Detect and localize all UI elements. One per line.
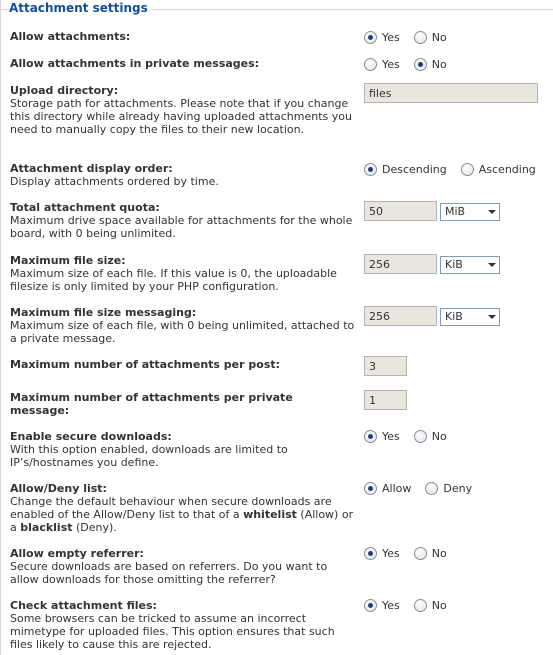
empty-referrer-no[interactable]: No: [414, 547, 447, 560]
setting-title: Allow/Deny list:: [10, 482, 107, 495]
setting-explain: Display attachments ordered by time.: [10, 175, 219, 188]
setting-label: [10, 30, 355, 43]
max-filesize-unit-select[interactable]: KiB: [440, 256, 500, 274]
setting-label: [10, 254, 355, 293]
setting-title: Enable secure downloads:: [10, 430, 172, 443]
allow-attachments-no[interactable]: No: [414, 31, 447, 44]
setting-label: [10, 201, 355, 240]
allow-deny-radios: [364, 482, 486, 495]
chevron-down-icon: [488, 263, 496, 267]
setting-title: Maximum file size messaging:: [10, 306, 197, 319]
display-order-radios: [364, 163, 550, 176]
allow-attachments-pm-yes[interactable]: Yes: [364, 58, 400, 71]
radio-selected-icon[interactable]: [364, 430, 377, 443]
display-order-ascending[interactable]: Ascending: [461, 163, 536, 176]
radio-icon[interactable]: [461, 163, 474, 176]
setting-title: Allow empty referrer:: [10, 547, 144, 560]
allow-attachments-pm-radios: [364, 58, 461, 71]
setting-explain: Some browsers can be tricked to assume an incorrect mimetype for uploaded files. This option ensures that such files likely to cause this are rejected.: [10, 612, 335, 651]
setting-title: Maximum number of attachments per post:: [10, 358, 281, 371]
secure-downloads-radios: [364, 430, 461, 443]
setting-label: [10, 358, 355, 371]
allow-attachments-radios: [364, 31, 461, 44]
upload-directory-input[interactable]: files: [364, 83, 538, 103]
setting-explain: Maximum size of each file, with 0 being unlimited, attached to a private message.: [10, 319, 355, 345]
setting-title: Maximum number of attachments per private message:: [10, 391, 293, 417]
radio-selected-icon[interactable]: [364, 163, 377, 176]
setting-label: [10, 430, 355, 469]
setting-label: [10, 547, 355, 586]
max-attachments-input[interactable]: 3: [364, 356, 407, 376]
setting-title: Total attachment quota:: [10, 201, 160, 214]
allow-deny-allow[interactable]: Allow: [364, 482, 411, 495]
radio-selected-icon[interactable]: [364, 599, 377, 612]
radio-icon[interactable]: [364, 58, 377, 71]
radio-icon[interactable]: [414, 547, 427, 560]
display-order-descending[interactable]: Descending: [364, 163, 447, 176]
radio-icon[interactable]: [425, 482, 438, 495]
setting-title: Allow attachments in private messages:: [10, 57, 260, 70]
setting-title: Allow attachments:: [10, 30, 131, 43]
secure-downloads-no[interactable]: No: [414, 430, 447, 443]
max-attachments-pm-input[interactable]: 1: [364, 390, 407, 410]
empty-referrer-radios: [364, 547, 461, 560]
total-quota-unit-select[interactable]: MiB: [440, 203, 500, 221]
check-files-radios: [364, 599, 461, 612]
radio-icon[interactable]: [414, 430, 427, 443]
chevron-down-icon: [488, 210, 496, 214]
setting-label: [10, 391, 320, 417]
setting-label: [10, 84, 355, 136]
radio-selected-icon[interactable]: [364, 547, 377, 560]
setting-explain: Storage path for attachments. Please note that if you change this directory while already having uploaded attachments you need to manually copy the files to their new location.: [10, 97, 352, 136]
setting-title: Maximum file size:: [10, 254, 126, 267]
max-filesize-pm-unit-select[interactable]: KiB: [440, 308, 500, 326]
total-quota-input[interactable]: 50: [364, 201, 437, 221]
radio-selected-icon[interactable]: [364, 482, 377, 495]
fieldset-legend: Attachment settings: [9, 1, 152, 15]
radio-icon[interactable]: [414, 31, 427, 44]
setting-label: [10, 482, 355, 534]
setting-explain: Maximum drive space available for attachments for the whole board, with 0 being unlimited.: [10, 214, 353, 240]
setting-explain: Secure downloads are based on referrers. Do you want to allow downloads for those omitting the referrer?: [10, 560, 328, 586]
allow-attachments-yes[interactable]: Yes: [364, 31, 400, 44]
setting-title: Check attachment files:: [10, 599, 157, 612]
setting-explain: Change the default behaviour when secure downloads are enabled of the Allow/Deny list to that of a whitelist (Allow) or a blacklist (Deny).: [10, 495, 354, 534]
secure-downloads-yes[interactable]: Yes: [364, 430, 400, 443]
radio-selected-icon[interactable]: [364, 31, 377, 44]
empty-referrer-yes[interactable]: Yes: [364, 547, 400, 560]
check-files-yes[interactable]: Yes: [364, 599, 400, 612]
max-filesize-input[interactable]: 256: [364, 254, 437, 274]
setting-explain: With this option enabled, downloads are limited to IP’s/hostnames you define.: [10, 443, 288, 469]
radio-icon[interactable]: [414, 599, 427, 612]
chevron-down-icon: [488, 315, 496, 319]
setting-title: Attachment display order:: [10, 162, 173, 175]
radio-selected-icon[interactable]: [414, 58, 427, 71]
setting-label: [10, 162, 355, 188]
check-files-no[interactable]: No: [414, 599, 447, 612]
max-filesize-pm-input[interactable]: 256: [364, 306, 437, 326]
allow-attachments-pm-no[interactable]: No: [414, 58, 447, 71]
setting-explain: Maximum size of each file. If this value is 0, the uploadable filesize is only limited by your PHP configuration.: [10, 267, 337, 293]
setting-label: [10, 599, 355, 651]
setting-title: Upload directory:: [10, 84, 119, 97]
setting-label: [10, 306, 355, 345]
allow-deny-deny[interactable]: Deny: [425, 482, 472, 495]
setting-label: [10, 57, 355, 70]
